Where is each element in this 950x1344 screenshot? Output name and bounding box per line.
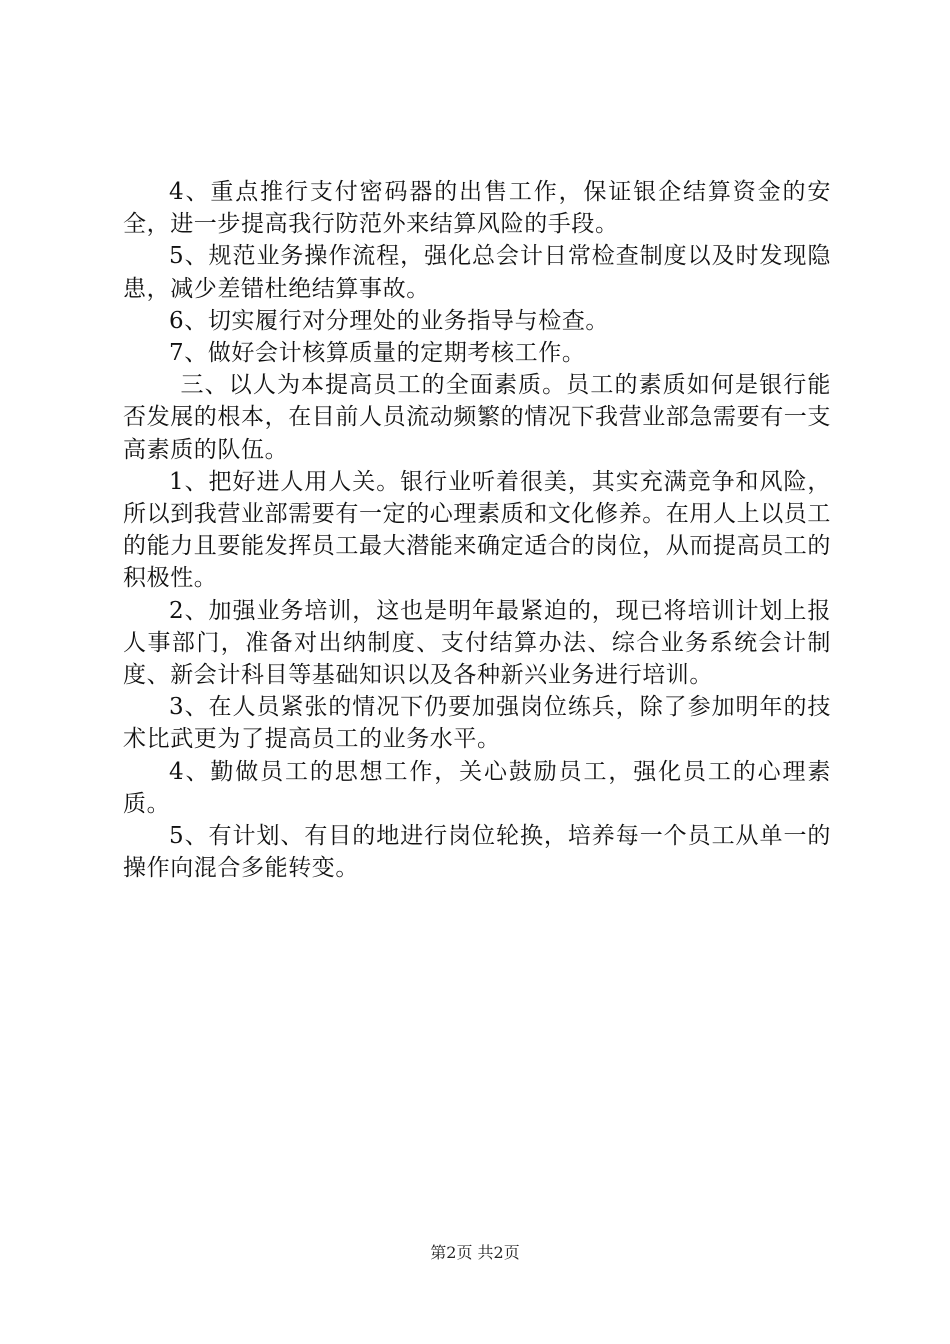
document-body xyxy=(123,176,831,884)
paragraph-item-4-payment-password: 4、重点推行支付密码器的出售工作，保证银企结算资金的安全，进一步提高我行防范外来结算风险的手段。 xyxy=(123,179,831,238)
section-three-heading-paragraph: 三、以人为本提高员工的全面素质。员工的素质如何是银行能否发展的根本，在目前人员流动频繁的情况下我营业部急需要有一支高素质的队伍。 xyxy=(123,372,831,463)
paragraph-item-2-training: 2、加强业务培训，这也是明年最紧迫的，现已将培训计划上报人事部门，准备对出纳制度、支付结算办法、综合业务系统会计制度、新会计科目等基础知识以及各种新兴业务进行培训。 xyxy=(123,597,831,689)
paragraph-item-4-staff-care: 4、勤做员工的思想工作，关心鼓励员工，强化员工的心理素质。 xyxy=(123,758,831,817)
paragraph-item-6-branch-guidance: 6、切实履行对分理处的业务指导与检查。 xyxy=(169,307,610,334)
paragraph-item-5-standardize-operations: 5、规范业务操作流程，强化总会计日常检查制度以及时发现隐患，减少差错杜绝结算事故。 xyxy=(123,243,831,302)
paragraph-item-5-job-rotation: 5、有计划、有目的地进行岗位轮换，培养每一个员工从单一的操作向混合多能转变。 xyxy=(123,823,831,882)
page-number-footer: 第2页 共2页 xyxy=(430,1243,520,1262)
paragraph-item-1-hiring: 1、把好进人用人关。银行业听着很美，其实充满竞争和风险，所以到我营业部需要有一定的心理素质和文化修养。在用人上以员工的能力且要能发挥员工最大潜能来确定适合的岗位，从而提高员工的积极性。 xyxy=(123,468,831,592)
paragraph-item-3-job-drills: 3、在人员紧张的情况下仍要加强岗位练兵，除了参加明年的技术比武更为了提高员工的业务水平。 xyxy=(123,694,831,753)
paragraph-item-7-accounting-quality: 7、做好会计核算质量的定期考核工作。 xyxy=(169,340,586,367)
